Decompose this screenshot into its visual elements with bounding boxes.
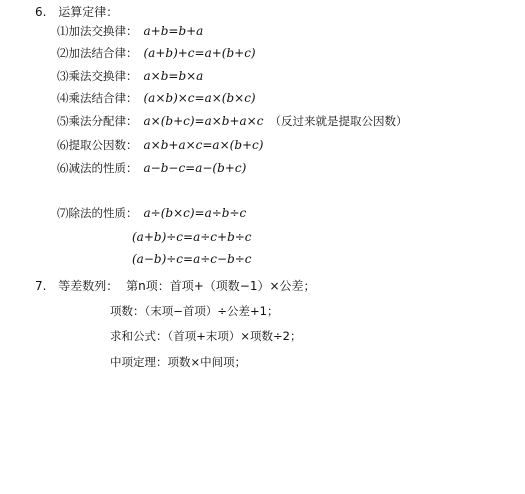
law-formula: a−b−c=a−(b+c) (143, 161, 247, 175)
section-6-title: 运算定律： (58, 5, 119, 19)
law-formula: a×b=b×a (143, 69, 204, 83)
law-item (57, 137, 263, 153)
sequence-nth-term: 第n项：首项+（项数−1）×公差； (126, 279, 316, 293)
law-note: （反过来就是提取公因数） (269, 114, 408, 128)
law-item (57, 68, 203, 84)
law-label: ⑵加法结合律： (57, 46, 138, 60)
law-label: ⑸乘法分配律： (57, 114, 138, 128)
law-item (57, 45, 256, 61)
law-formula: a+b=b+a (143, 24, 204, 38)
law-item (57, 90, 256, 106)
law-label: ⑴加法交换律： (57, 24, 138, 38)
law-formula: (a×b)×c=a×(b×c) (143, 91, 256, 105)
section-7-header (35, 278, 316, 294)
section-7-title: 等差数列： (58, 279, 119, 293)
section-7-number: 7. (35, 279, 47, 293)
law-item (57, 205, 246, 221)
sequence-middle-term: 中项定理：项数×中间项； (110, 355, 247, 369)
law-item (57, 160, 246, 176)
sequence-sum-formula: 求和公式：（首项+末项）×项数÷2； (110, 329, 302, 343)
law-label: ⑷乘法结合律： (57, 91, 138, 105)
law-item (57, 23, 203, 39)
law-extra-formula (132, 251, 252, 267)
section-6-header (35, 4, 118, 20)
law-label: ⑶乘法交换律： (57, 69, 138, 83)
law-formula: (a−b)÷c=a÷c−b÷c (132, 252, 252, 266)
law-formula: a×(b+c)=a×b+a×c (143, 114, 264, 128)
law-label: ⑹减法的性质： (57, 161, 138, 175)
law-label: ⑺除法的性质： (57, 206, 138, 220)
law-formula: (a+b)÷c=a÷c+b÷c (132, 230, 252, 244)
law-formula: (a+b)+c=a+(b+c) (143, 46, 256, 60)
sequence-term-count: 项数：（末项−首项）÷公差+1； (110, 304, 279, 318)
law-formula: a÷(b×c)=a÷b÷c (143, 206, 247, 220)
law-formula: a×b+a×c=a×(b+c) (143, 138, 264, 152)
law-item (57, 113, 407, 129)
law-label: ⑹提取公因数： (57, 138, 138, 152)
section-6-number: 6. (35, 5, 47, 19)
law-extra-formula (132, 229, 252, 245)
